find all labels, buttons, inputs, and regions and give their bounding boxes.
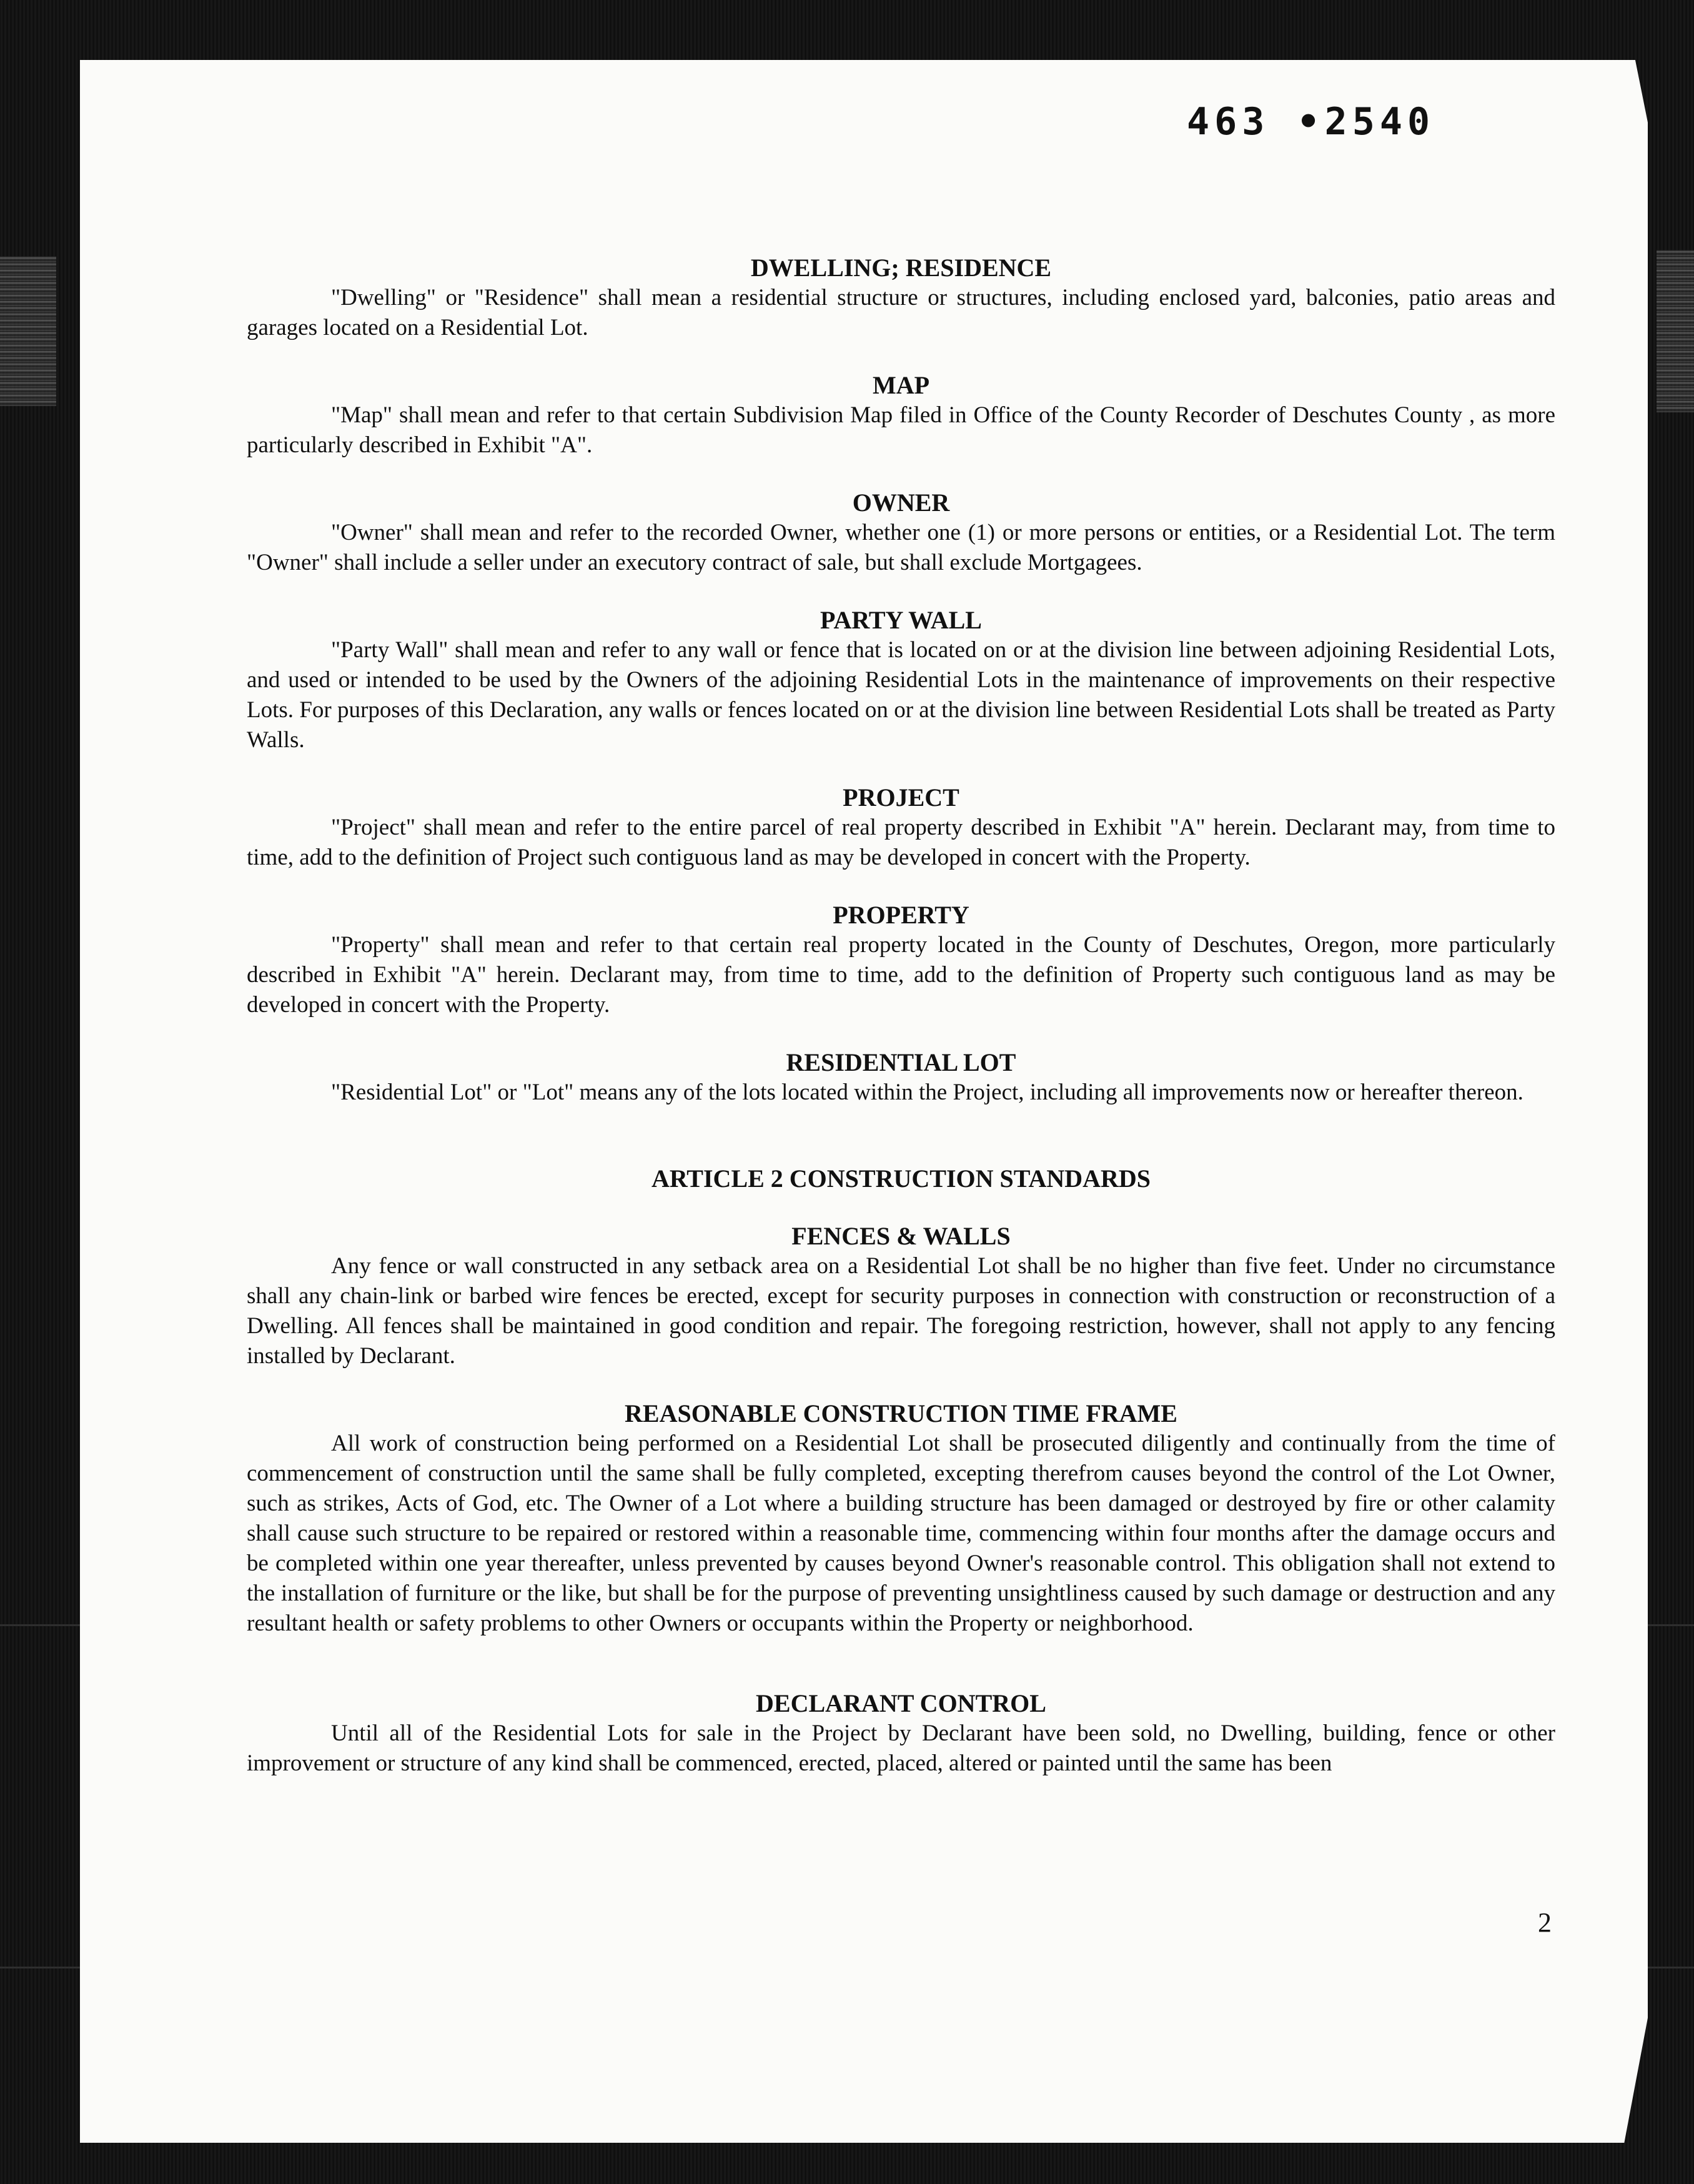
stamp-page-number: 2540 [1324,100,1435,144]
section-heading: FENCES & WALLS [791,1222,1011,1250]
section-body: "Party Wall" shall mean and refer to any wall or fence that is located on or at the division line between adjoining Residential Lots, and used or intended to be used by the Owners of the adjoining Residential Lots in the maintenance of improvements on their respective Lots. For purposes of this Declaration, any walls or fences located on or at the division line between Residential Lots shall be treated as Party Walls. [247,637,1555,753]
section-body: "Dwelling" or "Residence" shall mean a residential structure or structures, including enclosed yard, balconies, patio areas and garages located on a Residential Lot. [247,285,1555,340]
section-heading: OWNER [852,489,950,517]
article-section [247,1689,1555,1779]
scan-edge-artifact-left [0,256,56,406]
article-section [247,1221,1555,1371]
definition-section [247,253,1555,343]
section-heading: PROPERTY [833,901,969,929]
page-number: 2 [1538,1907,1552,1938]
section-heading: PARTY WALL [820,606,982,634]
section-body: "Owner" shall mean and refer to the recorded Owner, whether one (1) or more persons or entities, or a Residential Lot. The term "Owner" shall include a seller under an executory contract of sale, but shall exclude Mortgagees. [247,520,1555,575]
section-body: All work of construction being performed on a Residential Lot shall be prosecuted diligently and continually from the time of commencement of construction until the same shall be fully completed, excepting therefrom causes beyond the control of the Lot Owner, such as strikes, Acts of God, etc. The Owner of a Lot where a building structure has been damaged or destroyed by fire or other calamity shall cause such structure to be repaired or restored within a reasonable time, commencing within four months after the damage occurs and be completed within one year thereafter, unless prevented by causes beyond Owner's reasonable control. This obligation shall not extend to the installation of furniture or the like, but shall be for the purpose of preventing unsightliness caused by such damage or destruction and any resultant health or safety problems to other Owners or occupants within the Property or neighborhood. [247,1431,1555,1636]
stamp-book-number: 463 [1187,100,1270,144]
section-body: "Project" shall mean and refer to the entire parcel of real property described in Exhibit "A" herein. Declarant may, from time to time, add to the definition of Project such contiguous land as may be developed in concert with the Property. [247,815,1555,870]
article-heading: ARTICLE 2 CONSTRUCTION STANDARDS [651,1164,1151,1193]
section-body: "Residential Lot" or "Lot" means any of the lots located within the Project, including all improvements now or hereafter thereon. [331,1080,1523,1105]
section-body: "Map" shall mean and refer to that certain Subdivision Map filed in Office of the County Recorder of Deschutes County , as more particularly described in Exhibit "A". [247,402,1555,458]
section-heading: PROJECT [843,783,959,812]
document-content [247,253,1555,1806]
section-heading: DWELLING; RESIDENCE [750,254,1052,282]
section-body: Until all of the Residential Lots for sale in the Project by Declarant have been sold, no Dwelling, building, fence or other improvement or structure of any kind shall be commenced, erected, placed, altered or painted until the same has been [247,1720,1555,1776]
section-heading: DECLARANT CONTROL [756,1689,1046,1717]
definition-section [247,605,1555,755]
definition-section [247,488,1555,578]
definition-section [247,1048,1555,1108]
section-heading: RESIDENTIAL LOT [786,1048,1016,1076]
section-body: "Property" shall mean and refer to that certain real property located in the County of Deschutes, Oregon, more particularly described in Exhibit "A" herein. Declarant may, from time to time, add to the definition of Property such contiguous land as may be developed in concert with the Property. [247,932,1555,1018]
article-section [247,1399,1555,1639]
section-body: Any fence or wall constructed in any setback area on a Residential Lot shall be no higher than five feet. Under no circumstance shall any chain-link or barbed wire fences be erected, except for security purposes in connection with construction or reconstruction of a Dwelling. All fences shall be maintained in good condition and repair. The foregoing restriction, however, shall not apply to any fencing installed by Declarant. [247,1253,1555,1369]
recording-stamp [1187,100,1435,144]
stamp-dot-icon: • [1297,100,1325,144]
definition-section [247,370,1555,460]
section-heading: REASONABLE CONSTRUCTION TIME FRAME [625,1399,1177,1427]
definition-section [247,783,1555,873]
definition-section [247,900,1555,1020]
section-heading: MAP [872,371,930,399]
scan-edge-artifact-right [1657,250,1694,412]
